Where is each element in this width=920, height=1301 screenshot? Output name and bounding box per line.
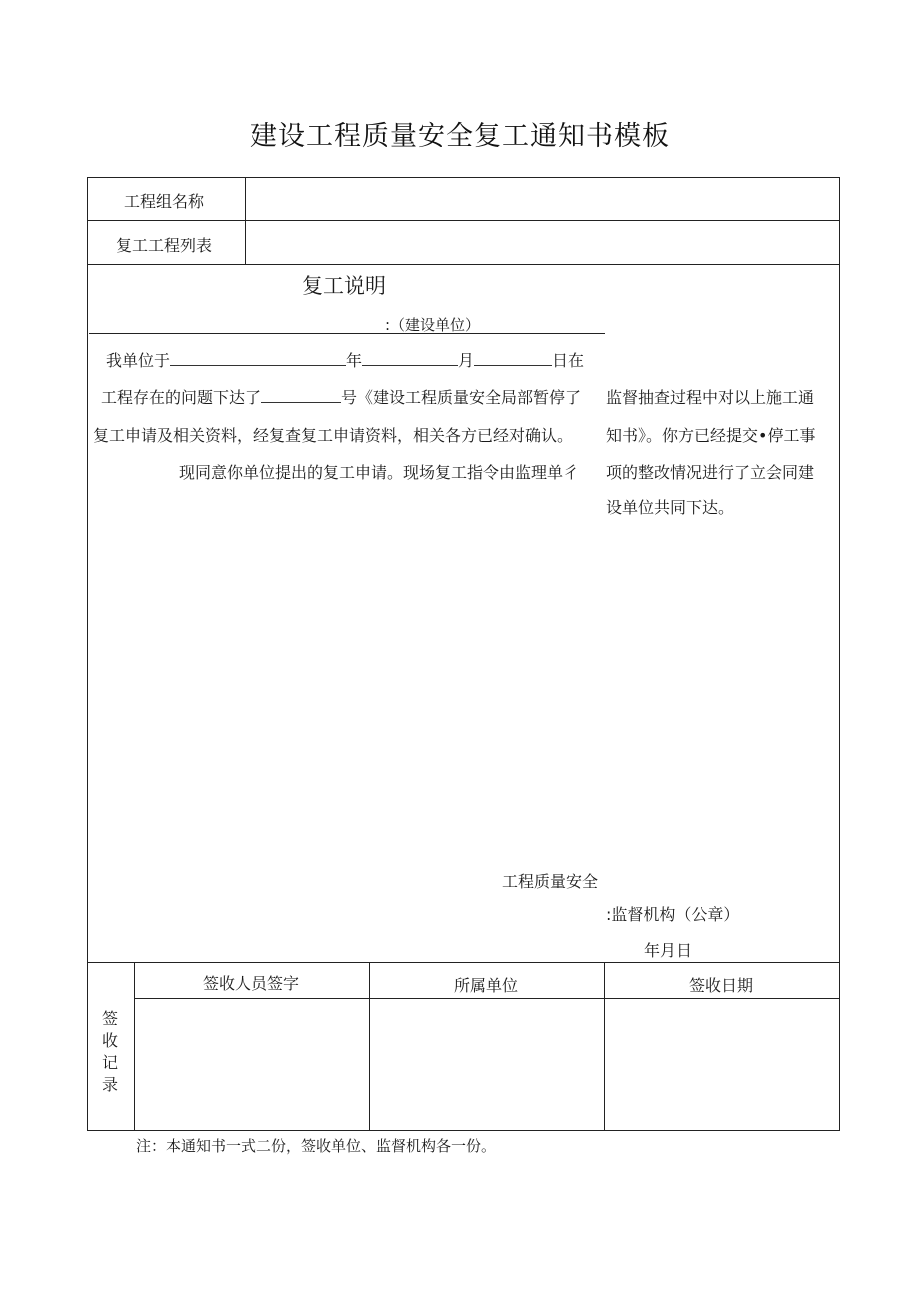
body-text: 号《建设工程质量安全局部暂停了 xyxy=(341,388,582,407)
document-title: 建设工程质量安全复工通知书模板 xyxy=(250,121,670,152)
table-right-border xyxy=(839,177,840,1131)
receipt-side-divider xyxy=(134,962,135,1130)
receipt-header-signer: 签收人员签字 xyxy=(203,974,300,993)
body-prefix: 我单位于 xyxy=(106,351,171,370)
signature-org-line-2: :监督机构（公章） xyxy=(606,905,740,924)
receipt-column-divider xyxy=(369,962,370,1130)
addressee-underline xyxy=(89,333,605,334)
table-left-border xyxy=(87,177,88,1131)
day-label: 日在 xyxy=(552,351,585,370)
row-divider xyxy=(87,220,840,221)
receipt-signer-cell[interactable] xyxy=(136,1000,368,1129)
resume-list-field[interactable] xyxy=(247,222,838,263)
receipt-header-date: 签收日期 xyxy=(689,976,754,995)
body-text-right: 设单位共同下达。 xyxy=(606,498,735,517)
date-blank-month[interactable] xyxy=(362,350,458,366)
receipt-side-label: 签收记录 xyxy=(101,1009,118,1094)
year-label: 年 xyxy=(346,351,363,370)
row-divider xyxy=(87,264,840,265)
body-line-1 xyxy=(106,348,584,371)
body-prefix: 工程存在的问题下达了 xyxy=(101,388,262,407)
project-name-field[interactable] xyxy=(247,179,838,219)
date-blank-day[interactable] xyxy=(474,350,552,366)
body-line-2 xyxy=(101,385,581,408)
addressee: :（建设单位） xyxy=(385,316,481,334)
receipt-header-unit: 所属单位 xyxy=(454,976,519,995)
receipt-unit-cell[interactable] xyxy=(371,1000,603,1129)
receipt-header-divider xyxy=(134,998,840,999)
label-column-divider xyxy=(245,177,246,264)
table-bottom-border xyxy=(87,1130,840,1131)
receipt-top-border xyxy=(87,962,840,963)
body-text: 现同意你单位提出的复工申请。现场复工指令由监理单彳 xyxy=(179,463,580,482)
body-text-right: 监督抽查过程中对以上施工通 xyxy=(606,388,815,407)
project-name-label: 工程组名称 xyxy=(124,192,205,211)
body-text-right: 项的整改情况进行了立会同建 xyxy=(606,463,815,482)
signature-org-line-1: 工程质量安全 xyxy=(502,872,599,891)
month-label: 月 xyxy=(458,351,475,370)
receipt-column-divider xyxy=(604,962,605,1130)
footnote: 注：本通知书一式二份，签收单位、监督机构各一份。 xyxy=(136,1137,497,1155)
table-top-border xyxy=(87,177,840,178)
signature-date: 年月日 xyxy=(644,941,693,960)
resume-list-label: 复工工程列表 xyxy=(116,236,213,255)
section-heading: 复工说明 xyxy=(302,274,386,298)
body-text: 复工申请及相关资料，经复查复工申请资料，相关各方已经对确认。 xyxy=(93,426,574,445)
notice-number-blank[interactable] xyxy=(261,387,341,403)
body-text-right: 知书》。你方已经提交•停工事 xyxy=(606,426,816,445)
date-blank-year[interactable] xyxy=(170,350,346,366)
receipt-date-cell[interactable] xyxy=(606,1000,838,1129)
